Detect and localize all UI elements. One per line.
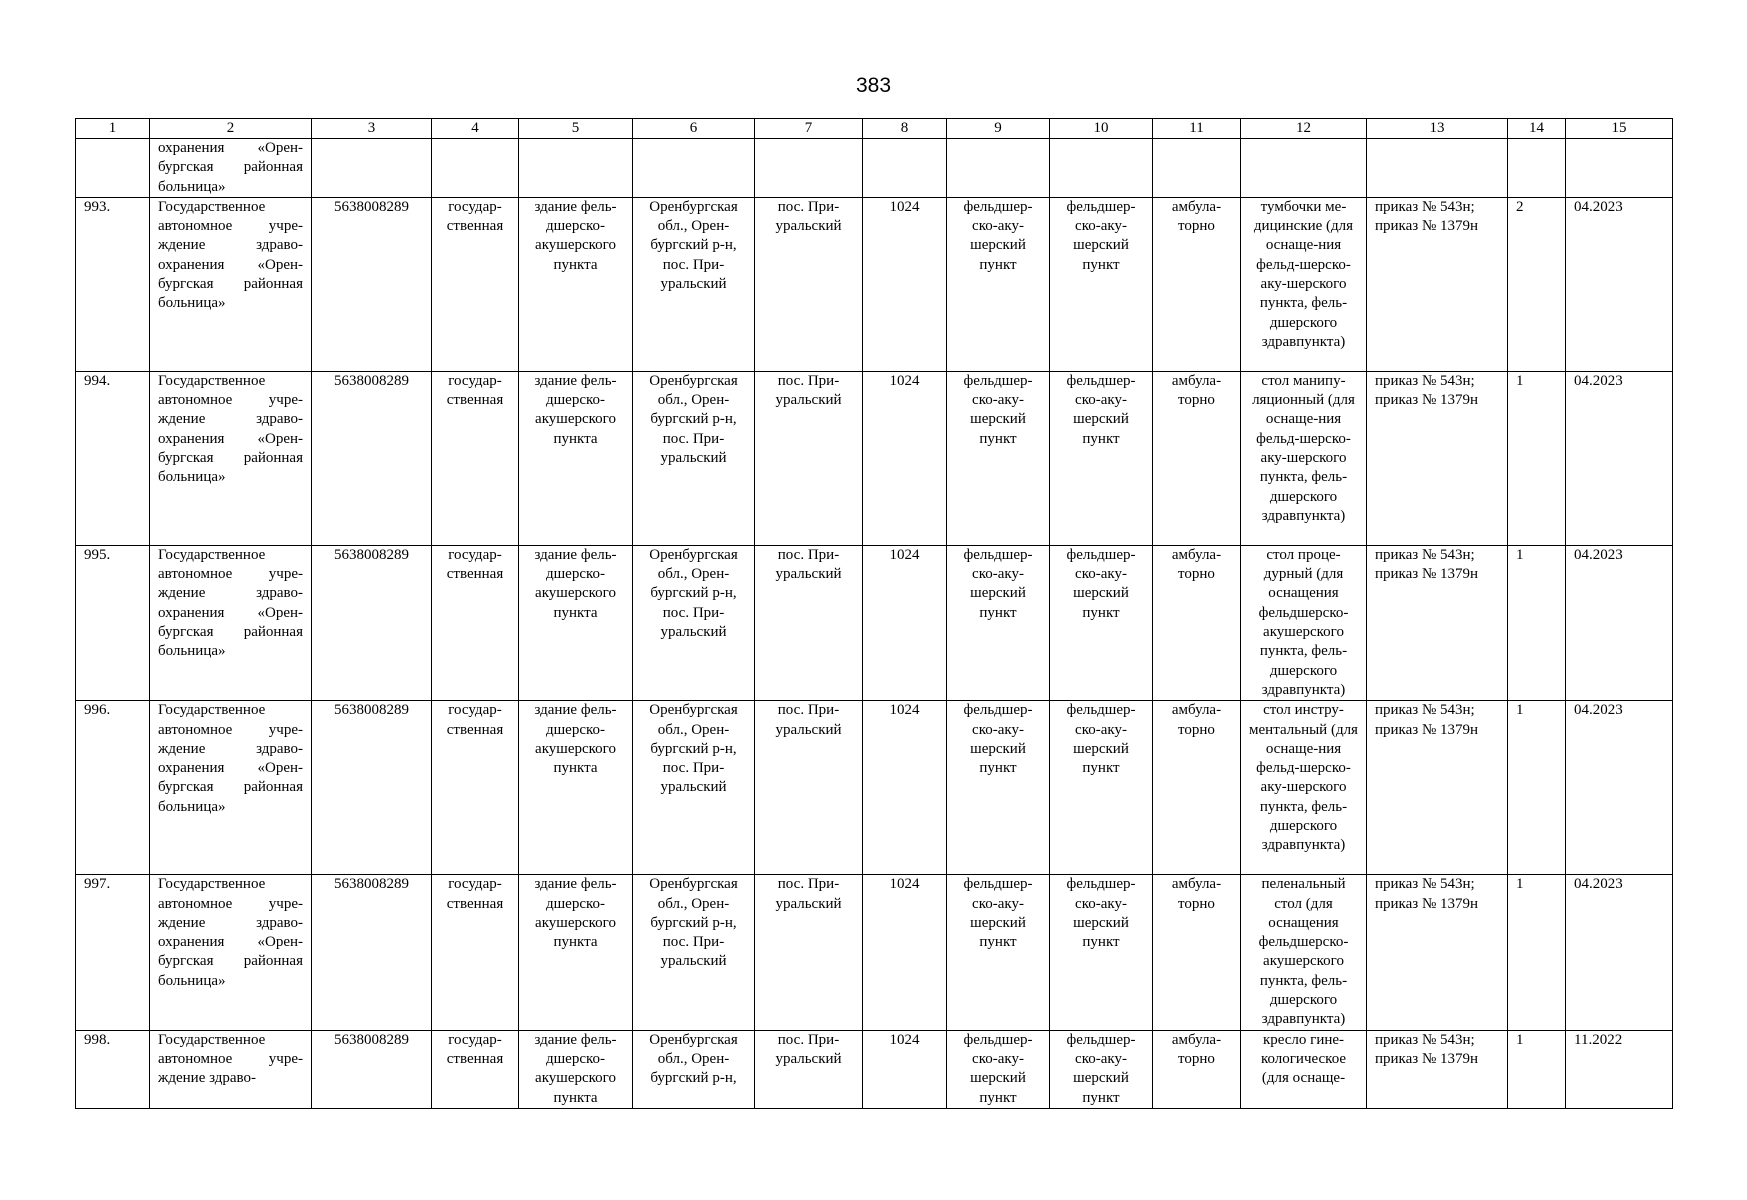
cell-equipment: стол манипу-ляционный (для оснаще-ния фельд-шерско-аку-шерского пункта, фель-дшерского здравпункта) [1241, 371, 1367, 545]
cell-empty [76, 139, 150, 198]
cell-unit-name: фельдшер-ско-аку-шерский пункт [1050, 545, 1153, 700]
cell-organization: охранения «Орен-бургская районная больница» [150, 139, 312, 198]
cell-building: здание фель-дшерско-акушерского пункта [519, 197, 633, 371]
cell-order: приказ № 543н; приказ № 1379н [1367, 545, 1508, 700]
cell-order: приказ № 543н; приказ № 1379н [1367, 197, 1508, 371]
cell-quantity: 1 [1508, 875, 1566, 1030]
cell-row-number: 996. [76, 701, 150, 875]
cell-care-form: амбула-торно [1153, 1030, 1241, 1108]
cell-empty [947, 139, 1050, 198]
cell-unit-name: фельдшер-ско-аку-шерский пункт [1050, 875, 1153, 1030]
cell-care-form: амбула-торно [1153, 875, 1241, 1030]
cell-unit-type: фельдшер-ско-аку-шерский пункт [947, 371, 1050, 545]
cell-inn: 5638008289 [312, 701, 432, 875]
cell-population: 1024 [863, 1030, 947, 1108]
cell-address: Оренбургская обл., Орен-бургский р-н, пос. При-уральский [633, 875, 755, 1030]
cell-empty [863, 139, 947, 198]
cell-locality: пос. При-уральский [755, 371, 863, 545]
cell-care-form: амбула-торно [1153, 545, 1241, 700]
column-header: 11 [1153, 119, 1241, 139]
cell-empty [519, 139, 633, 198]
cell-building: здание фель-дшерско-акушерского пункта [519, 701, 633, 875]
cell-inn: 5638008289 [312, 1030, 432, 1108]
continuation-row [76, 139, 1673, 198]
cell-address: Оренбургская обл., Орен-бургский р-н, пос. При-уральский [633, 371, 755, 545]
cell-unit-type: фельдшер-ско-аку-шерский пункт [947, 545, 1050, 700]
cell-unit-type: фельдшер-ско-аку-шерский пункт [947, 1030, 1050, 1108]
cell-row-number: 994. [76, 371, 150, 545]
table-row [76, 1030, 1673, 1108]
cell-unit-name: фельдшер-ско-аку-шерский пункт [1050, 371, 1153, 545]
cell-empty [1566, 139, 1673, 198]
cell-inn: 5638008289 [312, 371, 432, 545]
cell-empty [1508, 139, 1566, 198]
cell-ownership: государ-ственная [432, 371, 519, 545]
cell-equipment: пеленальный стол (для оснащения фельдшерско-акушерского пункта, фель-дшерского здравпункта) [1241, 875, 1367, 1030]
table-row [76, 197, 1673, 371]
cell-empty [1241, 139, 1367, 198]
cell-empty [312, 139, 432, 198]
cell-building: здание фель-дшерско-акушерского пункта [519, 371, 633, 545]
cell-row-number: 993. [76, 197, 150, 371]
cell-organization: Государственное автономное учре-ждение здраво- [150, 1030, 312, 1108]
cell-organization: Государственное автономное учре-ждение здраво-охранения «Орен-бургская районная больница» [150, 701, 312, 875]
cell-building: здание фель-дшерско-акушерского пункта [519, 545, 633, 700]
column-header: 6 [633, 119, 755, 139]
cell-unit-name: фельдшер-ско-аку-шерский пункт [1050, 1030, 1153, 1108]
cell-unit-name: фельдшер-ско-аку-шерский пункт [1050, 701, 1153, 875]
cell-address: Оренбургская обл., Орен-бургский р-н, [633, 1030, 755, 1108]
cell-date: 04.2023 [1566, 545, 1673, 700]
cell-care-form: амбула-торно [1153, 371, 1241, 545]
cell-ownership: государ-ственная [432, 197, 519, 371]
cell-order: приказ № 543н; приказ № 1379н [1367, 875, 1508, 1030]
cell-address: Оренбургская обл., Орен-бургский р-н, пос. При-уральский [633, 545, 755, 700]
cell-population: 1024 [863, 545, 947, 700]
cell-row-number: 997. [76, 875, 150, 1030]
cell-inn: 5638008289 [312, 875, 432, 1030]
table-row [76, 371, 1673, 545]
cell-quantity: 1 [1508, 1030, 1566, 1108]
column-header: 3 [312, 119, 432, 139]
cell-empty [1050, 139, 1153, 198]
cell-building: здание фель-дшерско-акушерского пункта [519, 875, 633, 1030]
cell-row-number: 995. [76, 545, 150, 700]
cell-date: 04.2023 [1566, 875, 1673, 1030]
cell-organization: Государственное автономное учре-ждение здраво-охранения «Орен-бургская районная больница» [150, 197, 312, 371]
cell-population: 1024 [863, 875, 947, 1030]
column-header: 1 [76, 119, 150, 139]
page-number: 383 [855, 74, 892, 97]
cell-locality: пос. При-уральский [755, 875, 863, 1030]
cell-quantity: 1 [1508, 701, 1566, 875]
table-row [76, 701, 1673, 875]
cell-equipment: тумбочки ме-дицинские (для оснаще-ния фельд-шерско-аку-шерского пункта, фель-дшерского здравпункта) [1241, 197, 1367, 371]
cell-date: 04.2023 [1566, 197, 1673, 371]
cell-order: приказ № 543н; приказ № 1379н [1367, 1030, 1508, 1108]
cell-quantity: 1 [1508, 545, 1566, 700]
cell-unit-type: фельдшер-ско-аку-шерский пункт [947, 701, 1050, 875]
cell-organization: Государственное автономное учре-ждение здраво-охранения «Орен-бургская районная больница» [150, 545, 312, 700]
cell-locality: пос. При-уральский [755, 1030, 863, 1108]
cell-equipment: стол инстру-ментальный (для оснаще-ния фельд-шерско-аку-шерского пункта, фель-дшерского здравпункта) [1241, 701, 1367, 875]
column-header: 12 [1241, 119, 1367, 139]
cell-address: Оренбургская обл., Орен-бургский р-н, пос. При-уральский [633, 701, 755, 875]
column-header: 2 [150, 119, 312, 139]
cell-locality: пос. При-уральский [755, 545, 863, 700]
cell-quantity: 1 [1508, 371, 1566, 545]
table-row [76, 545, 1673, 700]
registry-table [75, 118, 1673, 1109]
cell-care-form: амбула-торно [1153, 701, 1241, 875]
cell-population: 1024 [863, 371, 947, 545]
cell-unit-type: фельдшер-ско-аку-шерский пункт [947, 197, 1050, 371]
cell-ownership: государ-ственная [432, 875, 519, 1030]
cell-locality: пос. При-уральский [755, 701, 863, 875]
cell-empty [755, 139, 863, 198]
cell-empty [432, 139, 519, 198]
cell-care-form: амбула-торно [1153, 197, 1241, 371]
cell-unit-name: фельдшер-ско-аку-шерский пункт [1050, 197, 1153, 371]
column-header: 15 [1566, 119, 1673, 139]
cell-population: 1024 [863, 197, 947, 371]
cell-building: здание фель-дшерско-акушерского пункта [519, 1030, 633, 1108]
header-row [76, 119, 1673, 139]
cell-ownership: государ-ственная [432, 1030, 519, 1108]
cell-address: Оренбургская обл., Орен-бургский р-н, пос. При-уральский [633, 197, 755, 371]
cell-unit-type: фельдшер-ско-аку-шерский пункт [947, 875, 1050, 1030]
column-header: 10 [1050, 119, 1153, 139]
cell-ownership: государ-ственная [432, 545, 519, 700]
cell-inn: 5638008289 [312, 197, 432, 371]
cell-empty [633, 139, 755, 198]
column-header: 13 [1367, 119, 1508, 139]
column-header: 9 [947, 119, 1050, 139]
cell-equipment: стол проце-дурный (для оснащения фельдшерско-акушерского пункта, фель-дшерского здравпункта) [1241, 545, 1367, 700]
cell-population: 1024 [863, 701, 947, 875]
cell-date: 04.2023 [1566, 701, 1673, 875]
cell-date: 04.2023 [1566, 371, 1673, 545]
cell-organization: Государственное автономное учре-ждение здраво-охранения «Орен-бургская районная больница» [150, 371, 312, 545]
cell-empty [1153, 139, 1241, 198]
column-header: 8 [863, 119, 947, 139]
cell-empty [1367, 139, 1508, 198]
column-header: 4 [432, 119, 519, 139]
table-row [76, 875, 1673, 1030]
cell-order: приказ № 543н; приказ № 1379н [1367, 701, 1508, 875]
column-header: 7 [755, 119, 863, 139]
cell-order: приказ № 543н; приказ № 1379н [1367, 371, 1508, 545]
cell-date: 11.2022 [1566, 1030, 1673, 1108]
cell-inn: 5638008289 [312, 545, 432, 700]
cell-quantity: 2 [1508, 197, 1566, 371]
cell-row-number: 998. [76, 1030, 150, 1108]
cell-locality: пос. При-уральский [755, 197, 863, 371]
cell-equipment: кресло гине-кологическое (для оснаще- [1241, 1030, 1367, 1108]
column-header: 5 [519, 119, 633, 139]
cell-ownership: государ-ственная [432, 701, 519, 875]
cell-organization: Государственное автономное учре-ждение здраво-охранения «Орен-бургская районная больница» [150, 875, 312, 1030]
column-header: 14 [1508, 119, 1566, 139]
